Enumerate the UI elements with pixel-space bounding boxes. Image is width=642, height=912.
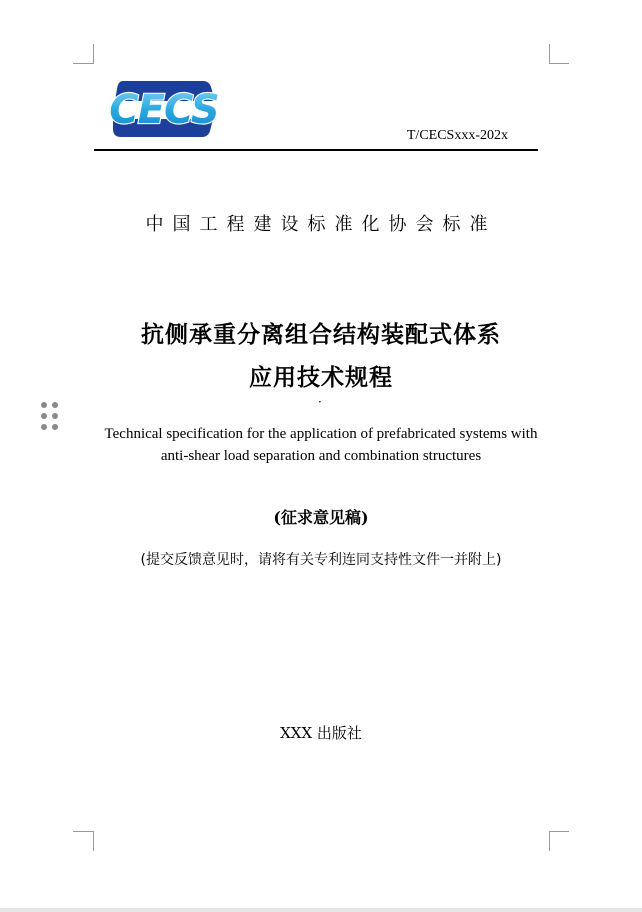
draft-label: (征求意见稿) (273, 508, 369, 527)
title-line-1: 抗侧承重分离组合结构装配式体系 (141, 321, 501, 348)
cecs-logo (107, 79, 221, 139)
paragraph-mark: · (318, 395, 322, 409)
association-name: 中国工程建设标准化协会标准 (145, 214, 497, 235)
english-title-line-2: anti-shear load separation and combination structures (160, 448, 482, 464)
logo-text: CECS (109, 87, 219, 133)
page-bottom-edge (0, 908, 642, 912)
english-title-line-1: Technical specification for the application of prefabricated systems with (104, 426, 538, 442)
feedback-note: (提交反馈意见时，请将有关专利连同支持性文件一并附上) (140, 552, 502, 568)
crop-mark-bottom-left-horizontal (73, 831, 93, 832)
crop-mark-top-right-vertical (549, 44, 550, 64)
header-rule (94, 149, 538, 151)
crop-mark-top-left-vertical (93, 44, 94, 64)
publisher: XXX 出版社 (280, 724, 362, 742)
crop-mark-top-left-horizontal (73, 63, 93, 64)
crop-mark-bottom-right-horizontal (549, 831, 569, 832)
crop-mark-bottom-right-vertical (549, 831, 550, 851)
crop-mark-bottom-left-vertical (93, 831, 94, 851)
standard-code: T/CECSxxx-202x (406, 128, 508, 143)
title-line-2: 应用技术规程 (249, 364, 393, 391)
grip-dots-icon[interactable] (41, 402, 61, 430)
crop-mark-top-right-horizontal (549, 63, 569, 64)
